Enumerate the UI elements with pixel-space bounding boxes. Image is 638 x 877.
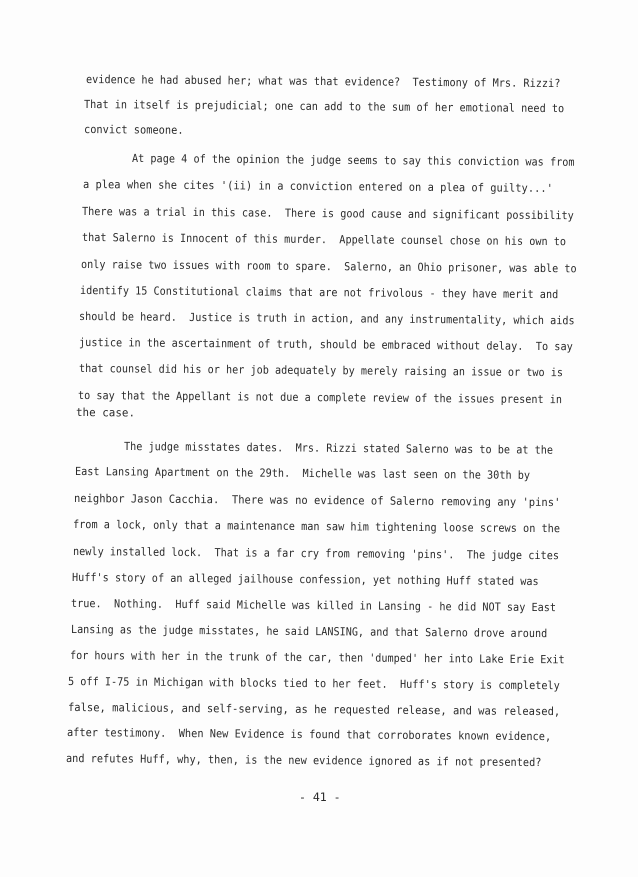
text-line: 5 off I-75 in Michigan with blocks tied to her feet. Huff's story is completely (67, 675, 560, 693)
text-line: newly installed lock. That is a far cry from removing 'pins'. The judge cites (72, 545, 560, 563)
text-line: false, malicious, and self-serving, as he requested release, and was released, (67, 701, 561, 719)
page-number: - 41 - (299, 790, 341, 804)
text-line: Lansing as the judge misstates, he said LANSING, and that Salerno drove around (70, 623, 548, 641)
text-line: justice in the ascertainment of truth, should be embraced without delay. To say (78, 336, 573, 354)
text-line: the case. (75, 406, 136, 420)
text-line: There was a trial in this case. There is good cause and significant possibility (81, 205, 574, 223)
text-line: neighbor Jason Cacchia. There was no evidence of Salerno removing any 'pins' (73, 492, 561, 510)
text-line: identify 15 Constitutional claims that are not frivolous - they have merit and (79, 284, 559, 302)
text-line: true. Nothing. Huff said Michelle was killed in Lansing - he did NOT say East (70, 597, 557, 615)
text-line: from a lock, only that a maintenance man saw him tightening loose screws on the (72, 518, 561, 536)
text-line: That in itself is prejudicial; one can add to the sum of her emotional need to (83, 98, 565, 116)
text-line: a plea when she cites '(ii) in a conviction entered on a plea of guilty...' (82, 178, 553, 195)
text-line: At page 4 of the opinion the judge seems to say this conviction was from (131, 152, 575, 169)
text-line: after testimony. When New Evidence is found that corroborates known evidence, (66, 726, 552, 744)
text-line: East Lansing Apartment on the 29th. Michelle was last seen on the 30th by (74, 465, 531, 482)
text-line: for hours with her in the trunk of the car, then 'dumped' her into Lake Erie Exit (69, 649, 565, 667)
text-line: to say that the Appellant is not due a complete review of the issues present in (77, 389, 563, 407)
text-line: evidence he had abused her; what was that evidence? Testimony of Mrs. Rizzi? (85, 73, 561, 91)
text-line: only raise two issues with room to spare. Salerno, an Ohio prisoner, was able to (80, 258, 577, 276)
text-line: Huff's story of an alleged jailhouse confession, yet nothing Huff stated was (71, 571, 539, 589)
text-line: that Salerno is Innocent of this murder. Appellate counsel chose on his own to (81, 231, 567, 249)
text-line: that counsel did his or her job adequately by merely raising an issue or two is (78, 362, 564, 380)
text-line: The judge misstates dates. Mrs. Rizzi stated Salerno was to be at the (123, 440, 554, 457)
text-line: convict someone. (83, 123, 184, 137)
text-line: and refutes Huff, why, then, is the new evidence ignored as if not presented? (65, 752, 542, 770)
text-line: should be heard. Justice is truth in action, and any instrumentality, which aids (78, 310, 575, 328)
